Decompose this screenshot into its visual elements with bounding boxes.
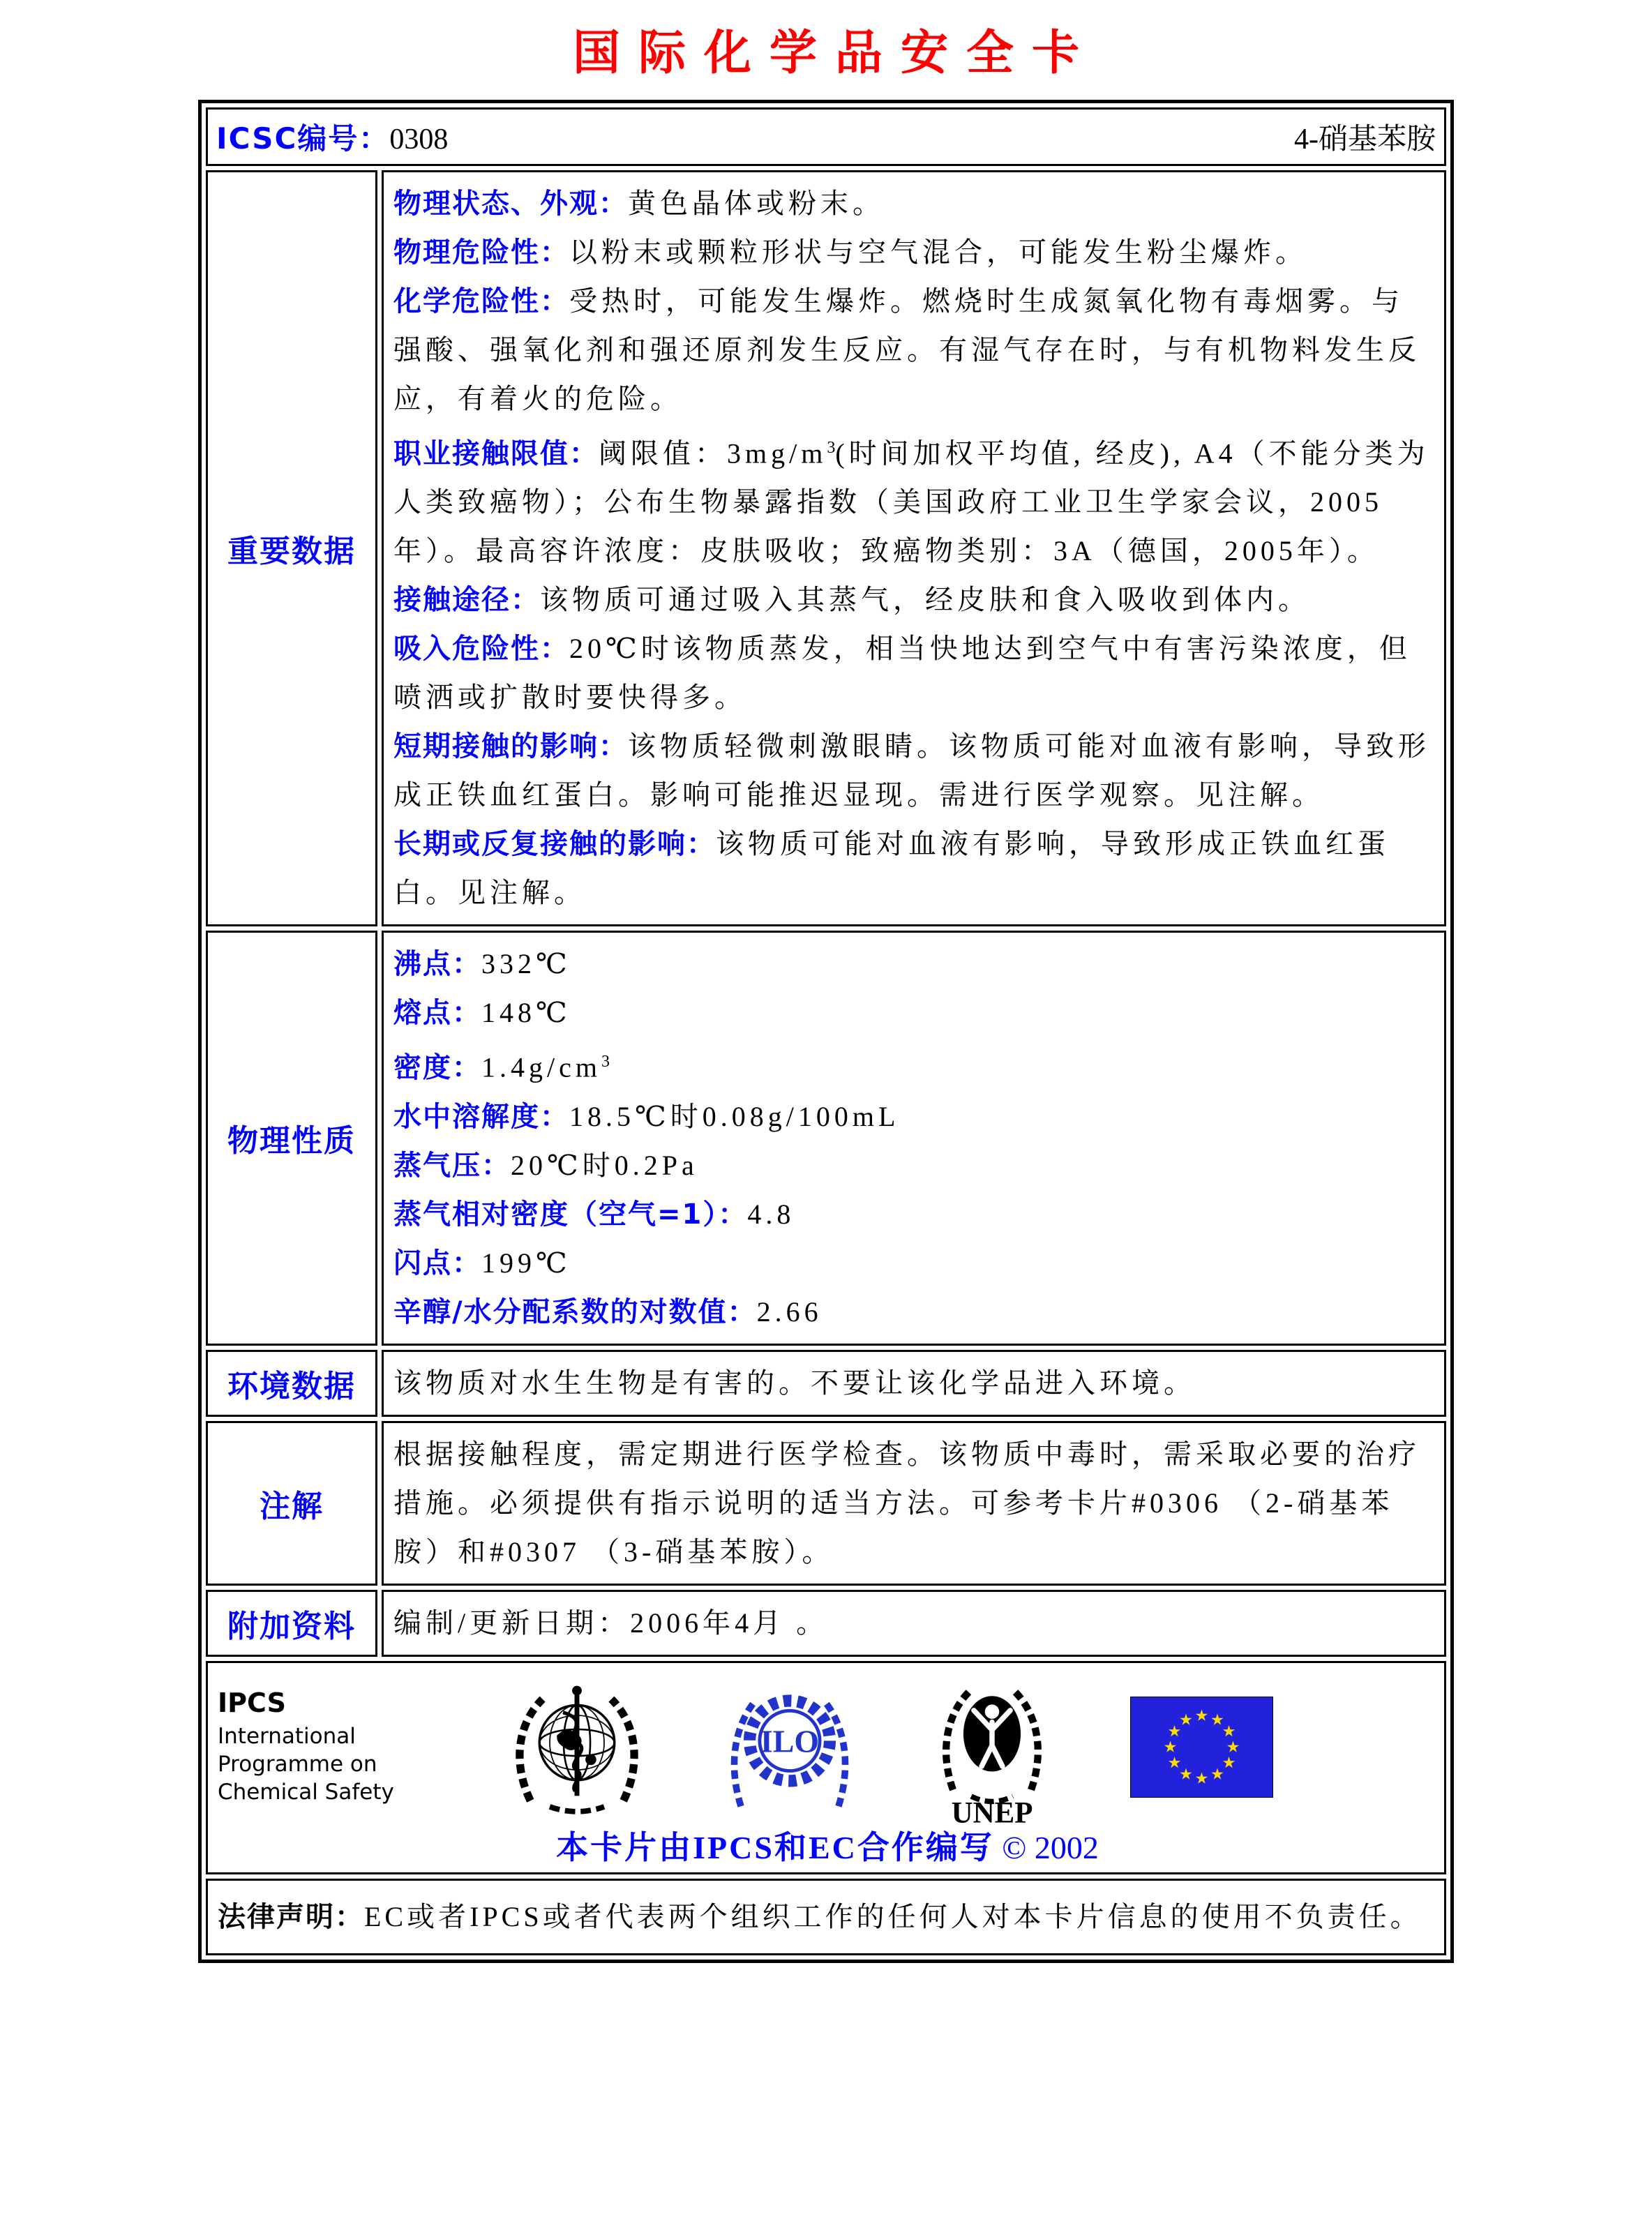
important-data-row (206, 170, 1446, 926)
field-density (393, 1037, 1434, 1092)
field-value: 根据接触程度，需定期进行医学检查。该物质中毒时，需采取必要的治疗措施。必须提供有指示说明的适当方法。可参考卡片#0306 （2-硝基苯胺）和#0307 （3-硝基苯胺）。 (393, 1438, 1420, 1567)
field-label: 密度： (393, 1051, 481, 1084)
field-value: 受热时，可能发生爆炸。燃烧时生成氮氧化物有毒烟雾。与强酸、强氧化剂和强还原剂发生反应。有湿气存在时，与有机物料发生反应，有着火的危险。 (393, 285, 1420, 414)
notes-row (206, 1421, 1446, 1586)
field-value: 2.66 (756, 1295, 823, 1328)
legal-label: 法律声明： (218, 1900, 364, 1933)
icsc-number-value: 0308 (389, 123, 449, 156)
field-label: 闪点： (393, 1247, 481, 1279)
field-value: 18.5℃时0.08g/100mL (569, 1100, 900, 1132)
field-label: 水中溶解度： (393, 1100, 569, 1133)
ipcs-line: International (218, 1723, 356, 1749)
field-octanol-water-partition (393, 1288, 1434, 1337)
section-label-important-data: 重要数据 (206, 170, 377, 926)
field-routes-of-exposure (393, 576, 1434, 624)
physical-properties-row (206, 931, 1446, 1345)
field-value: 黄色晶体或粉末。 (628, 188, 885, 219)
field-label: 物理状态、外观： (393, 188, 628, 220)
additional-information-text (393, 1599, 1434, 1648)
superscript: 3 (601, 1053, 610, 1072)
field-inhalation-risk (393, 624, 1434, 722)
ipcs-line: Chemical Safety (218, 1779, 394, 1805)
field-value: 148℃ (481, 997, 571, 1029)
copyright-text: © 2002 (1002, 1829, 1099, 1865)
icsc-table (198, 100, 1454, 1963)
ilo-emblem-icon (726, 1681, 853, 1814)
field-value: (时间加权平均值, 经皮), A4（不能分类为人类致癌物）；公布生物暴露指数（美国政府工业卫生学家会议，2005年）。最高容许浓度：皮肤吸收；致癌物类别：3A（德国，2005年）。 (393, 437, 1429, 567)
legal-cell (206, 1879, 1446, 1955)
header-cell (206, 107, 1446, 166)
section-label-environmental-data: 环境数据 (206, 1350, 377, 1417)
environmental-data-content (382, 1350, 1446, 1417)
field-label: 蒸气相对密度（空气=1）： (393, 1198, 748, 1231)
org-logos (427, 1669, 1437, 1826)
field-label: 熔点： (393, 997, 481, 1030)
field-value: 阈限值：3mg/m (599, 437, 827, 469)
unep-text: UNEP (951, 1796, 1033, 1826)
field-vapour-pressure (393, 1141, 1434, 1190)
field-label: 接触途径： (393, 584, 540, 617)
field-chemical-hazards (393, 277, 1434, 423)
field-boiling-point (393, 940, 1434, 988)
field-value: 该物质可能对血液有影响，导致形成正铁血红蛋白。见注解。 (393, 828, 1390, 909)
field-value: 20℃时该物质蒸发，相当快地达到空气中有害污染浓度，但喷洒或扩散时要快得多。 (393, 633, 1411, 714)
field-water-solubility (393, 1092, 1434, 1141)
field-value: 20℃时0.2Pa (511, 1149, 698, 1181)
icsc-number (216, 116, 448, 158)
logos-strip (218, 1671, 1437, 1824)
field-value: 该物质可通过吸入其蒸气，经皮肤和食入吸收到体内。 (540, 584, 1310, 616)
header-row (206, 107, 1446, 166)
field-value: 以粉末或颗粒形状与空气混合，可能发生粉尘爆炸。 (569, 236, 1307, 268)
additional-information-row (206, 1590, 1446, 1657)
icsc-card-page (0, 15, 1652, 1963)
legal-text: EC或者IPCS或者代表两个组织工作的任何人对本卡片信息的使用不负责任。 (364, 1900, 1422, 1932)
field-label: 沸点： (393, 948, 481, 981)
unep-emblem-icon (933, 1669, 1051, 1826)
field-relative-vapour-density (393, 1190, 1434, 1239)
superscript: 3 (827, 439, 836, 457)
field-physical-hazards (393, 228, 1434, 277)
ilo-text: ILO (760, 1723, 820, 1759)
field-label: 蒸气压： (393, 1149, 511, 1182)
field-label: 短期接触的影响： (393, 730, 628, 763)
field-value: 332℃ (481, 948, 571, 980)
icsc-number-label: ICSC编号： (216, 121, 390, 156)
eu-flag-icon (1130, 1697, 1273, 1798)
physical-properties-content (382, 931, 1446, 1345)
logos-cell (206, 1661, 1446, 1874)
field-label: 辛醇/水分配系数的对数值： (393, 1295, 757, 1328)
field-occupational-exposure-limits (393, 423, 1434, 576)
field-label: 长期或反复接触的影响： (393, 828, 716, 861)
chemical-name: 4-硝基苯胺 (1294, 123, 1436, 156)
legal-row (206, 1879, 1446, 1955)
field-value: 该物质轻微刺激眼睛。该物质可能对血液有影响，导致形成正铁血红蛋白。影响可能推迟显现。需进行医学观察。见注解。 (393, 730, 1430, 811)
who-emblem-icon (507, 1675, 647, 1820)
field-value: 4.8 (747, 1198, 795, 1230)
section-label-additional-information: 附加资料 (206, 1590, 377, 1657)
page-title: 国际化学品安全卡 (572, 26, 1097, 81)
field-label: 吸入危险性： (393, 633, 569, 666)
field-flash-point (393, 1239, 1434, 1288)
field-value: 199℃ (481, 1247, 571, 1279)
field-physical-state-appearance (393, 179, 1434, 228)
field-label: 职业接触限值： (393, 437, 599, 470)
notes-text (393, 1430, 1434, 1577)
environmental-data-row (206, 1350, 1446, 1417)
notes-content (382, 1421, 1446, 1586)
field-value: 该物质对水生生物是有害的。不要让该化学品进入环境。 (393, 1367, 1196, 1399)
field-long-term-exposure-effects (393, 820, 1434, 917)
ipcs-acronym: IPCS (218, 1687, 286, 1718)
credit-line (218, 1829, 1437, 1867)
important-data-content (382, 170, 1446, 926)
field-short-term-exposure-effects (393, 722, 1434, 820)
additional-information-content (382, 1590, 1446, 1657)
environmental-data-text (393, 1359, 1434, 1408)
ipcs-text-block (218, 1689, 427, 1806)
field-label: 物理危险性： (393, 236, 569, 269)
field-melting-point (393, 988, 1434, 1037)
field-value: 编制/更新日期：2006年4月 。 (393, 1607, 829, 1639)
field-label: 化学危险性： (393, 285, 569, 317)
section-label-notes: 注解 (206, 1421, 377, 1586)
field-value: 1.4g/cm (481, 1051, 601, 1083)
credit-text: 本卡片由IPCS和EC合作编写 (556, 1829, 994, 1865)
section-label-physical-properties: 物理性质 (206, 931, 377, 1345)
ipcs-line: Programme on (218, 1751, 377, 1777)
logos-row (206, 1661, 1446, 1874)
